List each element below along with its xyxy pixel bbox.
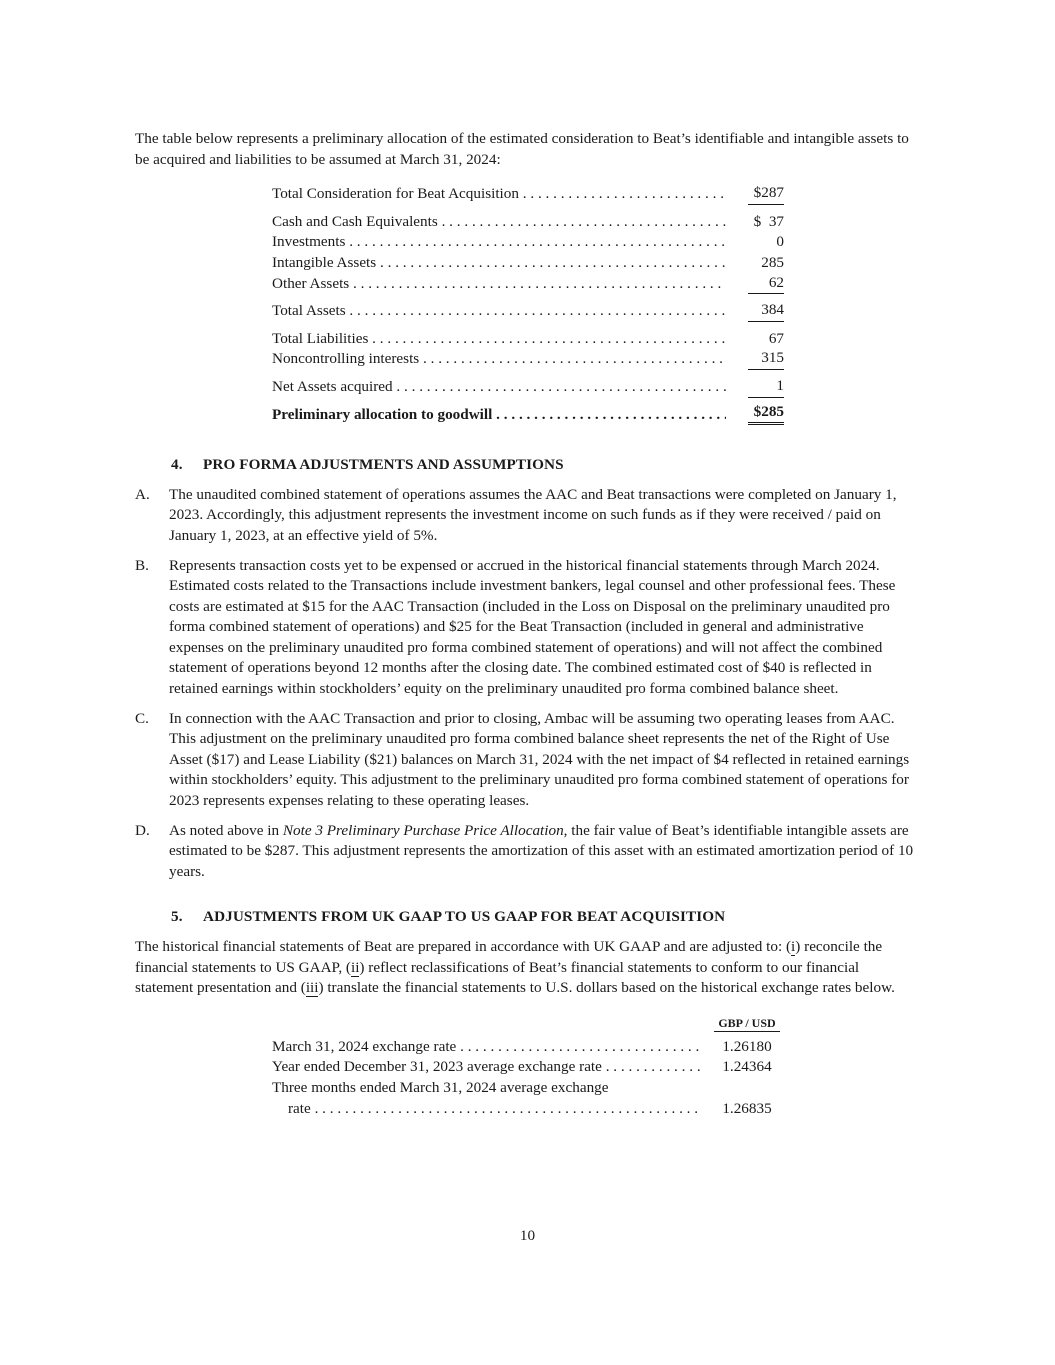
table-row [272, 1037, 782, 1058]
row-label: Other Assets . . . [272, 274, 726, 295]
row-label: Year ended December 31, 2023 average exchange rate . . . [272, 1057, 700, 1078]
row-value: 62 [748, 273, 784, 295]
table-row [272, 184, 784, 205]
column-header: GBP / USD [714, 1015, 780, 1032]
row-value: 1.24364 [722, 1058, 772, 1076]
table-row [272, 232, 784, 253]
row-value: 1.26180 [722, 1037, 772, 1055]
row-label: Noncontrolling interests . . . [272, 349, 726, 370]
row-value: 384 [748, 300, 784, 322]
table-row [272, 212, 784, 233]
row-label: Investments . . . [272, 232, 726, 253]
row-label: Three months ended March 31, 2024 average exchange [272, 1078, 609, 1096]
row-label: Total Liabilities . . . [272, 329, 726, 350]
exchange-rate-table [272, 1015, 782, 1119]
row-value: 1 [748, 376, 784, 398]
row-label: Cash and Cash Equivalents . . . [272, 212, 726, 233]
list-item: B. Represents transaction costs yet to be expensed or accrued in the historical financial statements through March 2024. Estimated costs related to the Transactions include investment bankers, legal counsel and other professional fees. These costs are estimated at $15 for the AAC Transaction (included in the Loss on Disposal on the preliminary unaudited pro forma combined statement of operations) and $25 for the Beat Transaction (included in general and administrative expenses on the preliminary unaudited pro forma combined statement of operations) and will not affect the combined statement of operations beyond 12 months after the closing date. The combined estimated cost of $40 is reflected in retained earnings within stockholders’ equity on the preliminary unaudited pro forma combined balance sheet. [135, 556, 896, 698]
table-row [272, 253, 784, 274]
table-row [272, 1099, 782, 1120]
list-item: C. In connection with the AAC Transaction and prior to closing, Ambac will be assuming two operating leases from AAC. This adjustment on the preliminary unaudited pro forma combined balance sheet represents the net of the Right of Use Asset ($17) and Lease Liability ($21) balances on March 31, 2024 with the net impact of $4 reflected in retained earnings within stockholders’ equity. This adjustment to the preliminary unaudited pro forma combined statement of operations for 2023 represents expenses relating to these operating leases. [135, 709, 910, 810]
table-row [272, 301, 784, 322]
table-row [272, 349, 784, 370]
table-row [272, 329, 784, 350]
note-reference: Note 3 Preliminary Purchase Price Allocation [282, 821, 564, 839]
table-row [272, 402, 784, 426]
gaap-paragraph: The historical financial statements of Beat are prepared in accordance with UK GAAP and are adjusted to: (i) reconcile the financial statements to US GAAP, (ii) reflect reclassifications of Beat’s financial statements to conform to our financial statement presentation and (iii) translate the financial statements to U.S. dollars based on the historical exchange rates below. [135, 938, 895, 997]
document-page [135, 129, 920, 1119]
section-heading: 4. PRO FORMA ADJUSTMENTS AND ASSUMPTIONS [171, 456, 564, 474]
page-number: 10 [519, 1227, 536, 1244]
section-heading: 5. ADJUSTMENTS FROM UK GAAP TO US GAAP FOR BEAT ACQUISITION [171, 908, 726, 926]
row-label: Intangible Assets . . . [272, 253, 726, 274]
row-value: $ 37 [753, 212, 784, 230]
row-value: $285 [748, 402, 784, 426]
list-item: A. The unaudited combined statement of operations assumes the AAC and Beat transactions were completed on January 1, 2023. Accordingly, this adjustment represents the investment income on such funds as if they were received / paid on January 1, 2023, at an effective yield of 5%. [135, 485, 897, 544]
row-label: March 31, 2024 exchange rate . . . [272, 1037, 700, 1058]
row-value: 0 [776, 233, 784, 251]
allocation-table [272, 184, 784, 425]
table-row [272, 274, 784, 295]
intro-paragraph: The table below represents a preliminary allocation of the estimated consideration to Beat’s identifiable and intangible assets to be acquired and liabilities to be assumed at March 31, 2024: [135, 130, 909, 168]
table-row [272, 377, 784, 398]
row-label: Total Assets . . . [272, 301, 726, 322]
row-value: 285 [761, 253, 784, 271]
row-label: Total Consideration for Beat Acquisition . . . [272, 184, 726, 205]
row-label: rate . . . [272, 1099, 700, 1120]
row-value: 315 [748, 348, 784, 370]
list-item: D. As noted above in Note 3 Preliminary Purchase Price Allocation, the fair value of Beat’s identifiable intangible assets are estimated to be $287. This adjustment represents the amortization of this asset with an estimated amortization period of 10 years. [135, 821, 914, 880]
row-label: Preliminary allocation to goodwill . . . [272, 405, 726, 426]
table-row [272, 1057, 782, 1078]
row-value: $287 [748, 183, 784, 205]
row-value: 67 [768, 329, 784, 347]
table-row [272, 1078, 782, 1099]
row-label: Net Assets acquired . . . [272, 377, 726, 398]
row-value: 1.26835 [722, 1099, 772, 1117]
